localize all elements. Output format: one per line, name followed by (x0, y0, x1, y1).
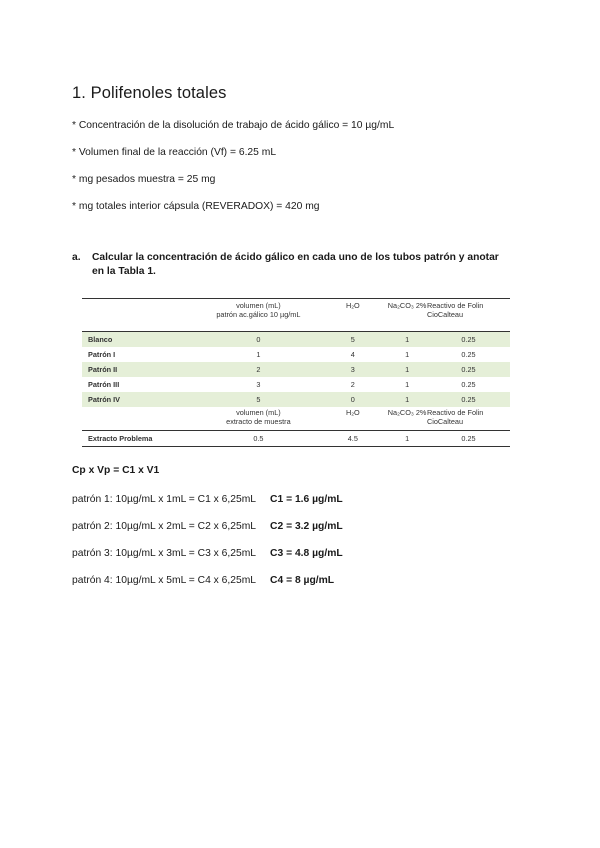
cell-water: 3 (318, 362, 387, 377)
cell-folin: 0.25 (461, 434, 476, 443)
cell-volume: 5 (198, 392, 318, 407)
cell-water: 4.5 (347, 434, 358, 443)
question-text: Calcular la concentración de ácido gálico en cada uno de los tubos patrón y anotar en la Tabla 1. (92, 252, 499, 277)
header-empty-cell (82, 299, 198, 332)
cell-carbonate: 1 (405, 380, 410, 389)
cell-water: 0 (318, 392, 387, 407)
cell-volume: 0.5 (253, 434, 264, 443)
dilution-formula: Cp x Vp = C1 x V1 (72, 465, 160, 476)
cell-folin: 0.25 (427, 332, 510, 348)
cell-folin: 0.25 (461, 350, 476, 359)
cell-carbonate: 1 (405, 434, 410, 443)
table-row-extracto (82, 431, 510, 447)
cell-volume: 2 (198, 362, 318, 377)
header-empty-cell (82, 407, 198, 431)
calc-result: C2 = 3.2 µg/mL (270, 521, 343, 532)
cell-volume: 1 (256, 350, 261, 359)
cell-carbonate: 1 (387, 392, 427, 407)
calc-result: C4 = 8 µg/mL (270, 575, 335, 586)
calc-line-4 (72, 575, 334, 586)
table-row-patron-1 (82, 347, 510, 362)
header-folin (427, 299, 510, 332)
calc-result: C1 = 1.6 µg/mL (270, 494, 343, 505)
header-folin-line1: Reactivo de Folin (426, 408, 484, 417)
cell-carbonate: 1 (405, 350, 410, 359)
calc-line-1 (72, 494, 343, 505)
header-water: H₂O (318, 299, 387, 332)
header-volume-line2: extracto de muestra (226, 417, 291, 426)
header-carbonate: Na₂CO₃ 2% (387, 299, 427, 332)
header-water: H₂O (318, 407, 387, 431)
cell-volume: 0 (198, 332, 318, 348)
bullet-final-volume: * Volumen final de la reacción (Vf) = 6.25 mL (72, 147, 277, 158)
cell-water: 2 (350, 380, 355, 389)
table-row-blanco (82, 332, 510, 348)
bullet-sample-mass: * mg pesados muestra = 25 mg (72, 174, 216, 185)
section-title: 1. Polifenoles totales (72, 84, 227, 102)
row-label: Patrón IV (82, 392, 198, 407)
row-label: Extracto Problema (88, 434, 153, 443)
bullet-concentration: * Concentración de la disolución de trabajo de ácido gálico = 10 µg/mL (72, 120, 395, 131)
calc-expression: patrón 3: 10µg/mL x 3mL = C3 x 6,25mL (72, 548, 257, 559)
calc-expression: patrón 1: 10µg/mL x 1mL = C1 x 6,25mL (72, 494, 257, 505)
row-label: Patrón III (88, 380, 120, 389)
calc-result: C3 = 4.8 µg/mL (270, 548, 343, 559)
header-folin-line1: Reactivo de Folin (426, 301, 484, 310)
cell-water: 4 (350, 350, 355, 359)
cell-carbonate: 1 (387, 332, 427, 348)
row-label: Patrón II (82, 362, 198, 377)
header-carbonate: Na₂CO₃ 2% (387, 407, 427, 431)
table-row-patron-2 (82, 362, 510, 377)
calc-expression: patrón 2: 10µg/mL x 2mL = C2 x 6,25mL (72, 521, 257, 532)
question-label: a. (72, 252, 81, 263)
table-header-row (82, 299, 510, 332)
bullet-capsule-mass: * mg totales interior cápsula (REVERADOX) = 420 mg (72, 201, 320, 212)
cell-folin: 0.25 (461, 380, 476, 389)
cell-volume: 3 (256, 380, 261, 389)
table-1 (82, 298, 510, 447)
cell-carbonate: 1 (387, 362, 427, 377)
header-volume-extract (198, 407, 318, 431)
header-volume (198, 299, 318, 332)
table-row-patron-3 (82, 377, 510, 392)
table-header-row-extract (82, 407, 510, 431)
header-volume-line2: patrón ac.gálico 10 µg/mL (216, 310, 301, 319)
header-folin (427, 407, 510, 431)
cell-water: 5 (318, 332, 387, 348)
cell-folin: 0.25 (427, 392, 510, 407)
header-volume-line1: volumen (mL) (236, 408, 281, 417)
header-folin-line2: CioCalteau (426, 417, 464, 426)
table-row-patron-4 (82, 392, 510, 407)
row-label: Blanco (82, 332, 198, 348)
calc-expression: patrón 4: 10µg/mL x 5mL = C4 x 6,25mL (72, 575, 257, 586)
header-folin-line2: CioCalteau (426, 310, 464, 319)
row-label: Patrón I (88, 350, 116, 359)
header-volume-line1: volumen (mL) (236, 301, 281, 310)
calc-line-3 (72, 548, 343, 559)
calc-line-2 (72, 521, 343, 532)
cell-folin: 0.25 (427, 362, 510, 377)
